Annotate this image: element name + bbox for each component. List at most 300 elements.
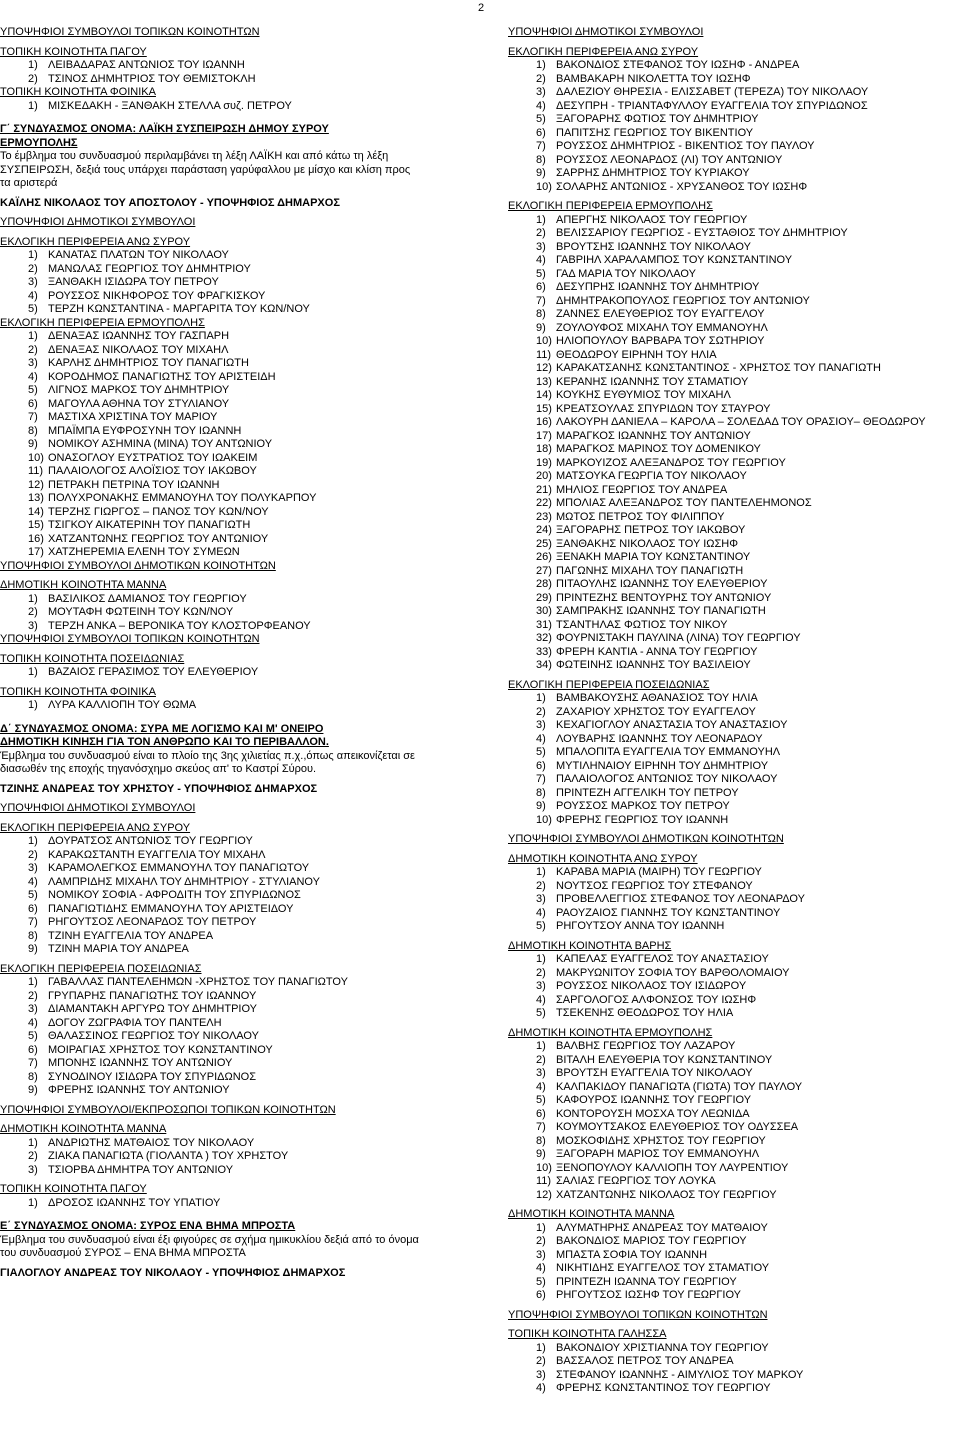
candidate-name: ΞΑΓΟΡΑΡΗΣ ΠΕΤΡΟΣ ΤΟΥ ΙΑΚΩΒΟΥ — [556, 524, 746, 536]
section-heading: ΥΠΟΨΗΦΙΟΙ ΣΥΜΒΟΥΛΟΙ ΤΟΠΙΚΩΝ ΚΟΙΝΟΤΗΤΩΝ — [0, 633, 260, 645]
section-heading: ΤΟΠΙΚΗ ΚΟΙΝΟΤΗΤΑ ΠΑΓΟΥ — [0, 45, 147, 58]
candidate-number: 1) — [28, 330, 38, 342]
candidate-item — [0, 263, 470, 277]
candidate-number: 1) — [28, 1136, 38, 1149]
candidate-number: 3) — [536, 719, 546, 731]
candidate-item — [508, 524, 960, 538]
candidate-item — [0, 1030, 470, 1044]
candidate-item — [0, 1017, 470, 1031]
candidate-item — [508, 511, 960, 525]
candidate-item — [0, 290, 470, 304]
candidate-number: 8) — [536, 1134, 546, 1147]
candidate-name: ΒΑΚΟΝΔΙΟΥ ΧΡΙΣΤΙΑΝΝΑ ΤΟΥ ΓΕΩΡΓΙΟΥ — [556, 1341, 769, 1354]
section-heading: ΕΚΛΟΓΙΚΗ ΠΕΡΙΦΕΡΕΙΑ ΕΡΜΟΥΠΟΛΗΣ — [0, 316, 205, 329]
candidate-name: ΜΗΛΙΟΣ ΓΕΩΡΓΙΟΣ ΤΟΥ ΑΝΔΡΕΑ — [556, 483, 728, 496]
candidate-number: 14) — [28, 505, 44, 518]
candidate-name: ΜΑΚΡΥΩΝΙΤΟΥ ΣΟΦΙΑ ΤΟΥ ΒΑΡΘΟΛΟΜΑΙΟΥ — [556, 966, 790, 979]
candidate-number: 1) — [28, 699, 38, 711]
candidate-number: 6) — [536, 281, 546, 293]
coalition-title: Δ΄ ΣΥΝΔΥΑΣΜΟΣ ΟΝΟΜΑ: ΣΥΡΑ ΜΕ ΛΟΓΙΣΜΟ ΚΑΙ Μ' ΟΝΕΙΡΟ — [0, 722, 324, 735]
candidate-name: ΓΡΥΠΑΡΗΣ ΠΑΝΑΓΙΩΤΗΣ ΤΟΥ ΙΩΑΝΝΟΥ — [48, 989, 257, 1002]
candidate-number: 2) — [536, 1235, 546, 1247]
spacer — [0, 1210, 470, 1220]
section-heading: ΕΚΛΟΓΙΚΗ ΠΕΡΙΦΕΡΕΙΑ ΑΝΩ ΣΥΡΟΥ — [0, 821, 191, 834]
candidate-name: ΣΟΛΑΡΗΣ ΑΝΤΩΝΙΟΣ - ΧΡΥΣΑΝΘΟΣ ΤΟΥ ΙΩΣΗΦ — [556, 180, 808, 193]
coalition-title: Γ΄ ΣΥΝΔΥΑΣΜΟΣ ΟΝΟΜΑ: ΛΑΪΚΗ ΣΥΣΠΕΙΡΩΣΗ ΔΗΜΟΥ ΣΥΡΟΥ — [0, 123, 329, 135]
candidate-number: 6) — [536, 1289, 546, 1301]
candidate-number: 11) — [28, 465, 44, 477]
candidate-number: 3) — [536, 240, 546, 253]
candidate-number: 3) — [28, 862, 38, 874]
candidate-item — [0, 371, 470, 385]
emblem-description: Το έμβλημα του συνδυασμού περιλαμβάνει τη λέξη ΛΑΪΚΗ και από κάτω τη λέξη — [0, 150, 389, 162]
candidate-name: ΡΟΥΣΣΟΣ ΝΙΚΗΦΟΡΟΣ ΤΟΥ ΦΡΑΓΚΙΣΚΟΥ — [48, 289, 266, 302]
candidate-item — [0, 976, 470, 990]
candidate-number: 7) — [28, 916, 38, 928]
candidate-item — [0, 876, 470, 890]
candidate-item — [0, 357, 470, 371]
candidate-item — [0, 835, 470, 849]
candidate-name: ΝΙΚΗΤΙΔΗΣ ΕΥΑΓΓΕΛΟΣ ΤΟΥ ΣΤΑΜΑΤΙΟΥ — [556, 1262, 770, 1274]
candidate-name: ΛΟΥΒΑΡΗΣ ΙΩΑΝΝΗΣ ΤΟΥ ΛΕΟΝΑΡΔΟΥ — [556, 732, 763, 745]
candidate-name: ΚΑΡΑΜΟΛΕΓΚΟΣ ΕΜΜΑΝΟΥΗΛ ΤΟΥ ΠΑΝΑΓΙΩΤΟΥ — [48, 862, 310, 874]
candidate-item — [508, 484, 960, 498]
candidate-item — [0, 889, 470, 903]
section-heading: ΥΠΟΨΗΦΙΟΙ ΔΗΜΟΤΙΚΟΙ ΣΥΜΒΟΥΛΟΙ — [0, 216, 196, 228]
candidate-name: ΣΤΕΦΑΝΟΥ ΙΩΑΝΝΗΣ - ΑΙΜΥΛΙΟΣ ΤΟΥ ΜΑΡΚΟΥ — [556, 1368, 804, 1381]
candidate-number: 3) — [28, 357, 38, 369]
candidate-number: 4) — [536, 993, 546, 1006]
candidate-name: ΚΑΛΠΑΚΙΔΟΥ ΠΑΝΑΓΙΩΤΑ (ΓΙΩΤΑ) ΤΟΥ ΠΑΥΛΟΥ — [556, 1080, 803, 1093]
candidate-item — [508, 866, 960, 880]
candidate-number: 3) — [28, 1003, 38, 1015]
candidate-item — [0, 506, 470, 520]
candidate-name: ΠΕΤΡΑΚΗ ΠΕΤΡΙΝΑ ΤΟΥ ΙΩΑΝΝΗ — [48, 478, 220, 491]
spacer — [0, 113, 470, 123]
candidate-item — [508, 349, 960, 363]
candidate-number: 4) — [536, 1080, 546, 1093]
candidate-name: ΧΑΤΖΑΝΤΩΝΗΣ ΝΙΚΟΛΑΟΣ ΤΟΥ ΓΕΩΡΓΙΟΥ — [556, 1188, 777, 1201]
coalition-title: Ε΄ ΣΥΝΔΥΑΣΜΟΣ ΟΝΟΜΑ: ΣΥΡΟΣ ΕΝΑ ΒΗΜΑ ΜΠΡΟΣΤΑ — [0, 1220, 296, 1232]
candidate-number: 12) — [536, 362, 552, 374]
candidate-item — [508, 1054, 960, 1068]
candidate-number: 5) — [28, 303, 38, 315]
candidate-number: 7) — [536, 773, 546, 785]
candidate-item — [0, 606, 470, 620]
candidate-item — [508, 1382, 960, 1396]
candidate-item — [0, 1057, 470, 1071]
candidate-item — [508, 268, 960, 282]
candidate-number: 9) — [28, 943, 38, 955]
candidate-number: 29) — [536, 591, 552, 604]
candidate-number: 5) — [536, 113, 546, 125]
candidate-number: 5) — [28, 1030, 38, 1042]
candidate-name: ΜΩΤΟΣ ΠΕΤΡΟΣ ΤΟΥ ΦΙΛΙΠΠΟΥ — [556, 510, 725, 523]
candidate-name: ΦΟΥΡΝΙΣΤΑΚΗ ΠΑΥΛΙΝΑ (ΛΙΝΑ) ΤΟΥ ΓΕΩΡΓΙΟΥ — [556, 632, 801, 644]
candidate-number: 16) — [28, 532, 44, 545]
candidate-name: ΜΙΣΚΕΔΑΚΗ - ΞΑΝΘΑΚΗ ΣΤΕΛΛΑ συζ. ΠΕΤΡΟΥ — [48, 99, 292, 112]
candidate-number: 5) — [28, 384, 38, 396]
candidate-number: 1) — [28, 835, 38, 847]
candidate-number: 14) — [536, 389, 552, 401]
candidate-name: ΠΑΝΑΓΙΩΤΙΔΗΣ ΕΜΜΑΝΟΥΗΛ ΤΟΥ ΑΡΙΣΤΕΙΔΟΥ — [48, 902, 294, 915]
candidate-name: ΡΗΓΟΥΤΣΟΣ ΛΕΟΝΑΡΔΟΣ ΤΟΥ ΠΕΤΡΟΥ — [48, 916, 257, 928]
candidate-name: ΣΑΡΓΟΛΟΓΟΣ ΑΛΦΟΝΣΟΣ ΤΟΥ ΙΩΣΗΦ — [556, 993, 757, 1006]
candidate-number: 2) — [28, 1150, 38, 1162]
candidate-number: 26) — [536, 551, 552, 563]
candidate-item — [0, 344, 470, 358]
candidate-name: ΑΛΥΜΑΤΗΡΗΣ ΑΝΔΡΕΑΣ ΤΟΥ ΜΑΤΘΑΙΟΥ — [556, 1221, 768, 1234]
section-heading: ΕΚΛΟΓΙΚΗ ΠΕΡΙΦΕΡΕΙΑ ΑΝΩ ΣΥΡΟΥ — [0, 235, 191, 248]
candidate-name: ΡΗΓΟΥΤΣΟΣ ΙΩΣΗΦ ΤΟΥ ΓΕΩΡΓΙΟΥ — [556, 1289, 741, 1301]
candidate-name: ΔΡΟΣΟΣ ΙΩΑΝΝΗΣ ΤΟΥ ΥΠΑΤΙΟΥ — [48, 1196, 221, 1209]
candidate-item — [0, 425, 470, 439]
candidate-item — [508, 773, 960, 787]
candidate-name: ΤΕΡΖΗ ΑΝΚΑ – ΒΕΡΟΝΙΚΑ ΤΟΥ ΚΛΟΣΤΟΡΦΕΑΝΟΥ — [48, 619, 311, 632]
candidate-name: ΠΙΤΑΟΥΛΗΣ ΙΩΑΝΝΗΣ ΤΟΥ ΕΛΕΥΘΕΡΙΟΥ — [556, 578, 768, 590]
section-heading: ΕΚΛΟΓΙΚΗ ΠΕΡΙΦΕΡΕΙΑ ΕΡΜΟΥΠΟΛΗΣ — [508, 200, 713, 212]
candidate-item — [508, 746, 960, 760]
section-heading: ΕΚΛΟΓΙΚΗ ΠΕΡΙΦΕΡΕΙΑ ΠΟΣΕΙΔΩΝΙΑΣ — [508, 678, 710, 691]
candidate-number: 5) — [536, 920, 546, 932]
candidate-name: ΜΑΡΚΟΥΙΖΟΣ ΑΛΕΞΑΝΔΡΟΣ ΤΟΥ ΓΕΩΡΓΙΟΥ — [556, 456, 786, 469]
section-heading: ΤΟΠΙΚΗ ΚΟΙΝΟΤΗΤΑ ΠΟΣΕΙΔΩΝΙΑΣ — [0, 652, 185, 665]
candidate-number: 18) — [536, 443, 552, 455]
candidate-number: 8) — [28, 1070, 38, 1083]
candidate-name: ΞΑΓΟΡΑΡΗ ΜΑΡΙΟΣ ΤΟΥ ΕΜΜΑΝΟΥΗΛ — [556, 1148, 760, 1160]
candidate-number: 4) — [536, 1382, 546, 1394]
candidate-item — [508, 907, 960, 921]
candidate-item — [508, 1369, 960, 1383]
candidate-number: 4) — [28, 289, 38, 302]
candidate-name: ΠΡΙΝΤΕΖΗΣ ΒΕΝΤΟΥΡΗΣ ΤΟΥ ΑΝΤΩΝΙΟΥ — [556, 591, 772, 604]
candidate-name: ΠΡΙΝΤΕΖΗ ΙΩΑΝΝΑ ΤΟΥ ΓΕΩΡΓΙΟΥ — [556, 1275, 737, 1288]
candidate-name: ΜΑΡΑΓΚΟΣ ΙΩΑΝΝΗΣ ΤΟΥ ΑΝΤΩΝΙΟΥ — [556, 429, 751, 442]
candidate-item — [508, 335, 960, 349]
candidate-name: ΒΡΟΥΤΣΗΣ ΙΩΑΝΝΗΣ ΤΟΥ ΝΙΚΟΛΑΟΥ — [556, 240, 751, 253]
candidate-number: 8) — [28, 929, 38, 942]
candidate-name: ΠΟΛΥΧΡΟΝΑΚΗΣ ΕΜΜΑΝΟΥΗΛ ΤΟΥ ΠΟΛΥΚΑΡΠΟΥ — [48, 492, 317, 504]
candidate-name: ΚΕΡΑΝΗΣ ΙΩΑΝΝΗΣ ΤΟΥ ΣΤΑΜΑΤΙΟΥ — [556, 375, 749, 388]
candidate-number: 27) — [536, 564, 552, 577]
mayor-candidate: ΚΑΪΛΗΣ ΝΙΚΟΛΑΟΣ ΤΟΥ ΑΠΟΣΤΟΛΟΥ - ΥΠΟΨΗΦΙΟΣ ΔΗΜΑΡΧΟΣ — [0, 196, 340, 209]
candidate-number: 9) — [536, 1148, 546, 1160]
candidate-name: ΠΑΛΑΙΟΛΟΓΟΣ ΑΛΟΪΣΙΟΣ ΤΟΥ ΙΑΚΩΒΟΥ — [48, 465, 257, 477]
candidate-name: ΔΗΜΗΤΡΑΚΟΠΟΥΛΟΣ ΓΕΩΡΓΙΟΣ ΤΟΥ ΑΝΤΩΝΙΟΥ — [556, 294, 810, 307]
candidate-item — [508, 86, 960, 100]
candidate-name: ΣΥΝΟΔΙΝΟΥ ΙΣΙΔΩΡΑ ΤΟΥ ΣΠΥΡΙΔΩΝΟΣ — [48, 1070, 257, 1083]
candidate-name: ΔΕΣΥΠΡΗΣ ΙΩΑΝΝΗΣ ΤΟΥ ΔΗΜΗΤΡΙΟΥ — [556, 281, 760, 293]
candidate-item — [0, 943, 470, 957]
candidate-name: ΒΡΟΥΤΣΗ ΕΥΑΓΓΕΛΙΑ ΤΟΥ ΝΙΚΟΛΑΟΥ — [556, 1067, 753, 1079]
candidate-number: 9) — [536, 800, 546, 812]
candidate-number: 6) — [536, 126, 546, 139]
candidate-item — [508, 1222, 960, 1236]
candidate-item — [508, 787, 960, 801]
left-column — [0, 26, 470, 1280]
candidate-name: ΜΟΣΚΟΦΙΔΗΣ ΧΡΗΣΤΟΣ ΤΟΥ ΓΕΩΡΓΙΟΥ — [556, 1134, 766, 1147]
candidate-number: 8) — [536, 308, 546, 320]
spacer — [0, 713, 470, 723]
candidate-item — [508, 1175, 960, 1189]
candidate-item — [508, 295, 960, 309]
candidate-number: 9) — [536, 167, 546, 179]
candidate-item — [0, 1150, 470, 1164]
candidate-name: ΛΙΓΝΟΣ ΜΑΡΚΟΣ ΤΟΥ ΔΗΜΗΤΡΙΟΥ — [48, 384, 230, 396]
candidate-number: 32) — [536, 632, 552, 644]
candidate-number: 4) — [536, 906, 546, 919]
section-heading: ΔΗΜΟΤΙΚΗ ΚΟΙΝΟΤΗΤΑ ΕΡΜΟΥΠΟΛΗΣ — [508, 1026, 713, 1039]
candidate-number: 25) — [536, 537, 552, 550]
candidate-item — [0, 411, 470, 425]
candidate-item — [508, 140, 960, 154]
emblem-description: Έμβλημα του συνδυασμού είναι έξι φιγούρες σε σχήμα ημικυκλίου δεξιά από το όνομα — [0, 1233, 419, 1246]
candidate-item — [508, 59, 960, 73]
candidate-name: ΛΕΙΒΑΔΑΡΑΣ ΑΝΤΩΝΙΟΣ ΤΟΥ ΙΩΑΝΝΗ — [48, 59, 245, 71]
candidate-item — [0, 398, 470, 412]
candidate-number: 19) — [536, 456, 552, 469]
candidate-item — [508, 706, 960, 720]
candidate-name: ΝΟΥΤΣΟΣ ΓΕΩΡΓΙΟΣ ΤΟΥ ΣΤΕΦΑΝΟΥ — [556, 879, 753, 892]
candidate-item — [508, 760, 960, 774]
candidate-item — [0, 990, 470, 1004]
candidate-number: 2) — [28, 262, 38, 275]
candidate-name: ΒΑΚΟΝΔΙΟΣ ΜΑΡΙΟΣ ΤΟΥ ΓΕΩΡΓΙΟΥ — [556, 1235, 747, 1247]
candidate-item — [508, 389, 960, 403]
candidate-name: ΓΑΒΑΛΛΑΣ ΠΑΝΤΕΛΕΗΜΩΝ -ΧΡΗΣΤΟΣ ΤΟΥ ΠΑΝΑΓΙΩΤΟΥ — [48, 976, 348, 988]
candidate-number: 6) — [536, 759, 546, 772]
candidate-number: 2) — [28, 848, 38, 861]
section-heading: ΔΗΜΟΤΙΚΗ ΚΟΙΝΟΤΗΤΑ ΜΑΝΝΑ — [0, 1123, 167, 1135]
candidate-name: ΛΑΚΟΥΡΗ ΔΑΝΙΕΛΑ – ΚΑΡΟΛΑ – ΣΟΛΕΔΑΔ ΤΟΥ ΟΡΑΣΙΟΥ– ΘΕΟΔΩΡΟΥ — [556, 416, 926, 428]
candidate-number: 7) — [28, 1057, 38, 1069]
emblem-description: Έμβλημα του συνδυασμού είναι το πλοίο της 3ης χιλιετίας π.χ.,όπως απεικονίζεται σε — [0, 749, 415, 762]
candidate-name: ΡΟΥΣΣΟΣ ΝΙΚΟΛΑΟΣ ΤΟΥ ΙΣΙΔΩΡΟΥ — [556, 980, 747, 992]
candidate-name: ΣΑΜΠΡΑΚΗΣ ΙΩΑΝΝΗΣ ΤΟΥ ΠΑΝΑΓΙΩΤΗ — [556, 605, 766, 617]
candidate-item — [0, 276, 470, 290]
candidate-item — [508, 167, 960, 181]
candidate-name: ΔΟΥΡΑΤΣΟΣ ΑΝΤΩΝΙΟΣ ΤΟΥ ΓΕΩΡΓΙΟΥ — [48, 835, 253, 847]
candidate-name: ΑΠΕΡΓΗΣ ΝΙΚΟΛΑΟΣ ΤΟΥ ΓΕΩΡΓΙΟΥ — [556, 213, 748, 226]
candidate-item — [508, 227, 960, 241]
candidate-item — [508, 154, 960, 168]
candidate-item — [508, 1355, 960, 1369]
candidate-name: ΞΕΝΑΚΗ ΜΑΡΙΑ ΤΟΥ ΚΩΝΣΤΑΝΤΙΝΟΥ — [556, 551, 751, 563]
right-column — [508, 26, 960, 1396]
candidate-number: 7) — [536, 294, 546, 307]
candidate-number: 3) — [536, 893, 546, 905]
candidate-name: ΒΑΖΑΙΟΣ ΓΕΡΑΣΙΜΟΣ ΤΟΥ ΕΛΕΥΘΕΡΙΟΥ — [48, 666, 259, 678]
candidate-name: ΖΑΧΑΡΙΟΥ ΧΡΗΣΤΟΣ ΤΟΥ ΕΥΑΓΓΕΛΟΥ — [556, 705, 756, 718]
candidate-name: ΞΑΝΘΑΚΗ ΙΣΙΔΩΡΑ ΤΟΥ ΠΕΤΡΟΥ — [48, 276, 219, 288]
candidate-item — [508, 457, 960, 471]
candidate-item — [508, 1040, 960, 1054]
candidate-name: ΣΑΛΙΑΣ ΓΕΩΡΓΙΟΣ ΤΟΥ ΛΟΥΚΑ — [556, 1175, 716, 1187]
candidate-number: 1) — [536, 953, 546, 965]
candidate-number: 23) — [536, 510, 552, 523]
candidate-item — [508, 254, 960, 268]
candidate-name: ΜΠΑΪΜΠΑ ΕΥΦΡΟΣΥΝΗ ΤΟΥ ΙΩΑΝΝΗ — [48, 424, 242, 437]
candidate-name: ΘΑΛΑΣΣΙΝΟΣ ΓΕΩΡΓΙΟΣ ΤΟΥ ΝΙΚΟΛΑΟΥ — [48, 1030, 259, 1042]
candidate-name: ΔΕΝΑΞΑΣ ΙΩΑΝΝΗΣ ΤΟΥ ΓΑΣΠΑΡΗ — [48, 330, 230, 342]
candidate-number: 3) — [536, 1368, 546, 1381]
candidate-item — [508, 1081, 960, 1095]
candidate-number: 1) — [28, 666, 38, 678]
candidate-name: ΟΝΑΣΟΓΛΟΥ ΕΥΣΤΡΑΤΙΟΣ ΤΟΥ ΙΩΑΚΕΙΜ — [48, 451, 258, 464]
candidate-name: ΔΟΓΟΥ ΖΩΓΡΑΦΙΑ ΤΟΥ ΠΑΝΤΕΛΗ — [48, 1016, 222, 1029]
candidate-item — [0, 100, 470, 114]
candidate-name: ΞΕΝΟΠΟΥΛΟΥ ΚΑΛΛΙΟΠΗ ΤΟΥ ΛΑΥΡΕΝΤΙΟΥ — [556, 1161, 789, 1174]
candidate-item — [508, 733, 960, 747]
candidate-name: ΤΣΙΝΟΣ ΔΗΜΗΤΡΙΟΣ ΤΟΥ ΘΕΜΙΣΤΟΚΛΗ — [48, 72, 256, 85]
candidate-number: 4) — [536, 254, 546, 266]
candidate-name: ΚΟΥΜΟΥΤΣΑΚΟΣ ΕΛΕΥΘΕΡΙΟΣ ΤΟΥ ΟΔΥΣΣΕΑ — [556, 1121, 799, 1133]
candidate-name: ΜΑΓΟΥΛΑ ΑΘΗΝΑ ΤΟΥ ΣΤΥΛΙΑΝΟΥ — [48, 397, 230, 410]
candidate-number: 22) — [536, 497, 552, 509]
candidate-item — [508, 376, 960, 390]
candidate-name: ΝΟΜΙΚΟΥ ΑΣΗΜΙΝΑ (ΜΙΝΑ) ΤΟΥ ΑΝΤΩΝΙΟΥ — [48, 438, 273, 450]
candidate-name: ΚΕΧΑΓΙΟΓΛΟΥ ΑΝΑΣΤΑΣΙΑ ΤΟΥ ΑΝΑΣΤΑΣΙΟΥ — [556, 719, 788, 731]
candidate-number: 10) — [536, 335, 552, 347]
candidate-item — [0, 452, 470, 466]
candidate-name: ΠΑΓΩΝΗΣ ΜΙΧΑΗΛ ΤΟΥ ΠΑΝΑΓΙΩΤΗ — [556, 564, 744, 577]
candidate-item — [508, 1121, 960, 1135]
candidate-name: ΦΡΕΡΗΣ ΓΕΩΡΓΙΟΣ ΤΟΥ ΙΩΑΝΝΗ — [556, 813, 729, 826]
candidate-item — [0, 465, 470, 479]
candidate-name: ΜΟΥΤΑΦΗ ΦΩΤΕΙΝΗ ΤΟΥ ΚΩΝ/ΝΟΥ — [48, 606, 234, 618]
candidate-number: 4) — [28, 370, 38, 383]
candidate-number: 1) — [28, 592, 38, 605]
candidate-item — [508, 281, 960, 295]
emblem-description: τα αριστερά — [0, 177, 58, 189]
candidate-number: 2) — [28, 989, 38, 1002]
candidate-item — [0, 593, 470, 607]
candidate-number: 2) — [536, 72, 546, 85]
candidate-item — [508, 1135, 960, 1149]
candidate-item — [0, 1084, 470, 1098]
candidate-name: ΠΡΙΝΤΕΖΗ ΑΓΓΕΛΙΚΗ ΤΟΥ ΠΕΤΡΟΥ — [556, 786, 739, 799]
candidate-name: ΜΠΟΝΗΣ ΙΩΑΝΝΗΣ ΤΟΥ ΑΝΤΩΝΙΟΥ — [48, 1057, 233, 1069]
candidate-name: ΚΡΕΑΤΣΟΥΛΑΣ ΣΠΥΡΙΔΩΝ ΤΟΥ ΣΤΑΥΡΟΥ — [556, 402, 771, 415]
candidate-number: 6) — [28, 902, 38, 915]
candidate-item — [508, 605, 960, 619]
candidate-name: ΧΑΤΖΗΕΡΕΜΙΑ ΕΛΕΝΗ ΤΟΥ ΣΥΜΕΩΝ — [48, 546, 240, 558]
section-heading: ΤΟΠΙΚΗ ΚΟΙΝΟΤΗΤΑ ΦΟΙΝΙΚΑ — [0, 685, 156, 698]
candidate-name: ΧΑΤΖΑΝΤΩΝΗΣ ΓΕΩΡΓΙΟΣ ΤΟΥ ΑΝΤΩΝΙΟΥ — [48, 532, 269, 545]
candidate-number: 13) — [536, 375, 552, 388]
candidate-item — [0, 903, 470, 917]
candidate-number: 4) — [28, 875, 38, 888]
candidate-item — [0, 492, 470, 506]
candidate-name: ΘΕΟΔΩΡΟΥ ΕΙΡΗΝΗ ΤΟΥ ΗΛΙΑ — [556, 348, 717, 361]
candidate-name: ΤΕΡΖΗ ΚΩΝΣΤΑΝΤΙΝΑ - ΜΑΡΓΑΡΙΤΑ ΤΟΥ ΚΩΝ/ΝΟΥ — [48, 303, 310, 315]
candidate-item — [508, 362, 960, 376]
candidate-name: ΖΙΑΚΑ ΠΑΝΑΓΙΩΤΑ (ΓΙΟΛΑΝΤΑ ) ΤΟΥ ΧΡΗΣΤΟΥ — [48, 1150, 289, 1162]
candidate-item — [0, 930, 470, 944]
candidate-item — [508, 967, 960, 981]
candidate-number: 21) — [536, 483, 552, 496]
candidate-number: 6) — [28, 1043, 38, 1056]
candidate-item — [0, 546, 470, 560]
candidate-name: ΖΑΝΝΕΣ ΕΛΕΥΘΕΡΙΟΣ ΤΟΥ ΕΥΑΓΓΕΛΟΥ — [556, 308, 765, 320]
candidate-number: 3) — [536, 1248, 546, 1261]
candidate-number: 31) — [536, 618, 552, 631]
candidate-number: 1) — [28, 1196, 38, 1209]
candidate-name: ΑΝΔΡΙΩΤΗΣ ΜΑΤΘΑΙΟΣ ΤΟΥ ΝΙΚΟΛΑΟΥ — [48, 1136, 255, 1149]
candidate-item — [508, 565, 960, 579]
candidate-item — [0, 479, 470, 493]
candidate-number: 1) — [28, 976, 38, 988]
candidate-name: ΤΣΕΚΕΝΗΣ ΘΕΟΔΩΡΟΣ ΤΟΥ ΗΛΙΑ — [556, 1007, 734, 1019]
candidate-item — [508, 980, 960, 994]
candidate-item — [508, 880, 960, 894]
candidate-name: ΗΛΙΟΠΟΥΛΟΥ ΒΑΡΒΑΡΑ ΤΟΥ ΣΩΤΗΡΙΟΥ — [556, 335, 765, 347]
candidate-number: 2) — [536, 1355, 546, 1367]
candidate-name: ΒΑΣΣΑΛΟΣ ΠΕΤΡΟΣ ΤΟΥ ΑΝΔΡΕΑ — [556, 1355, 734, 1367]
candidate-name: ΦΩΤΕΙΝΗΣ ΙΩΑΝΝΗΣ ΤΟΥ ΒΑΣΙΛΕΙΟΥ — [556, 659, 751, 671]
candidate-number: 8) — [536, 786, 546, 799]
candidate-number: 2) — [536, 879, 546, 892]
candidate-name: ΝΟΜΙΚΟΥ ΣΟΦΙΑ - ΑΦΡΟΔΙΤΗ ΤΟΥ ΣΠΥΡΙΔΩΝΟΣ — [48, 889, 301, 901]
candidate-item — [508, 1094, 960, 1108]
candidate-number: 2) — [28, 606, 38, 618]
candidate-name: ΔΑΛΕΖΙΟΥ ΘΗΡΕΣΙΑ - ΕΛΙΣΣΑΒΕΤ (ΤΕΡΕΖΑ) ΤΟΥ ΝΙΚΟΛΑΟΥ — [556, 86, 869, 98]
candidate-item — [0, 620, 470, 634]
candidate-item — [508, 470, 960, 484]
candidate-number: 34) — [536, 659, 552, 671]
section-heading: ΥΠΟΨΗΦΙΟΙ ΣΥΜΒΟΥΛΟΙ ΤΟΠΙΚΩΝ ΚΟΙΝΟΤΗΤΩΝ — [0, 26, 260, 38]
candidate-number: 30) — [536, 605, 552, 617]
candidate-number: 4) — [536, 732, 546, 745]
candidate-number: 3) — [536, 1067, 546, 1079]
candidate-number: 5) — [536, 1275, 546, 1288]
candidate-item — [0, 849, 470, 863]
candidate-item — [0, 666, 470, 680]
section-heading: ΥΠΟΨΗΦΙΟΙ ΣΥΜΒΟΥΛΟΙ ΤΟΠΙΚΩΝ ΚΟΙΝΟΤΗΤΩΝ — [508, 1308, 768, 1321]
candidate-number: 2) — [536, 227, 546, 239]
candidate-number: 5) — [536, 1007, 546, 1019]
candidate-name: ΜΑΣΤΙΧΑ ΧΡΙΣΤΙΝΑ ΤΟΥ ΜΑΡΙΟΥ — [48, 411, 218, 423]
candidate-item — [508, 1007, 960, 1021]
candidate-item — [508, 1067, 960, 1081]
candidate-item — [508, 814, 960, 828]
candidate-number: 4) — [28, 1016, 38, 1029]
candidate-name: ΜΑΝΩΛΑΣ ΓΕΩΡΓΙΟΣ ΤΟΥ ΔΗΜΗΤΡΙΟΥ — [48, 262, 251, 275]
candidate-number: 6) — [28, 397, 38, 410]
section-heading: ΥΠΟΨΗΦΙΟΙ ΣΥΜΒΟΥΛΟΙ ΔΗΜΟΤΙΚΩΝ ΚΟΙΝΟΤΗΤΩΝ — [508, 833, 784, 845]
candidate-number: 10) — [536, 1161, 552, 1174]
candidate-name: ΡΟΥΣΣΟΣ ΛΕΟΝΑΡΔΟΣ (ΛΙ) ΤΟΥ ΑΝΤΩΝΙΟΥ — [556, 153, 783, 166]
candidate-item — [508, 1262, 960, 1276]
candidate-name: ΜΑΤΣΟΥΚΑ ΓΕΩΡΓΙΑ ΤΟΥ ΝΙΚΟΛΑΟΥ — [556, 470, 747, 482]
candidate-number: 10) — [536, 813, 552, 826]
section-heading: ΔΗΜΟΤΙΚΗ ΚΟΙΝΟΤΗΤΑ ΜΑΝΝΑ — [0, 579, 167, 591]
candidate-item — [0, 330, 470, 344]
candidate-name: ΔΕΝΑΞΑΣ ΝΙΚΟΛΑΟΣ ΤΟΥ ΜΙΧΑΗΛ — [48, 343, 229, 356]
candidate-name: ΓΑΒΡΙΗΛ ΧΑΡΑΛΑΜΠΟΣ ΤΟΥ ΚΩΝΣΤΑΝΤΙΝΟΥ — [556, 254, 793, 266]
candidate-name: ΚΟΥΚΗΣ ΕΥΘΥΜΙΟΣ ΤΟΥ ΜΙΧΑΗΛ — [556, 389, 731, 401]
candidate-name: ΚΑΡΑΒΑ ΜΑΡΙΑ (ΜΑΙΡΗ) ΤΟΥ ΓΕΩΡΓΙΟΥ — [556, 866, 762, 878]
candidate-item — [508, 619, 960, 633]
candidate-name: ΚΟΡΟΔΗΜΟΣ ΠΑΝΑΓΙΩΤΗΣ ΤΟΥ ΑΡΙΣΤΕΙΔΗ — [48, 370, 276, 383]
section-heading: ΤΟΠΙΚΗ ΚΟΙΝΟΤΗΤΑ ΦΟΙΝΙΚΑ — [0, 86, 156, 98]
emblem-description: ΣΥΣΠΕΙΡΩΣΗ, δεξιά τους υπάρχει παράσταση γαρύφαλλου με μίσχο και κλίση προς — [0, 163, 411, 176]
candidate-number: 15) — [28, 519, 44, 531]
candidate-number: 3) — [28, 276, 38, 288]
candidate-item — [508, 659, 960, 673]
candidate-number: 9) — [28, 1084, 38, 1096]
candidate-item — [0, 1197, 470, 1211]
